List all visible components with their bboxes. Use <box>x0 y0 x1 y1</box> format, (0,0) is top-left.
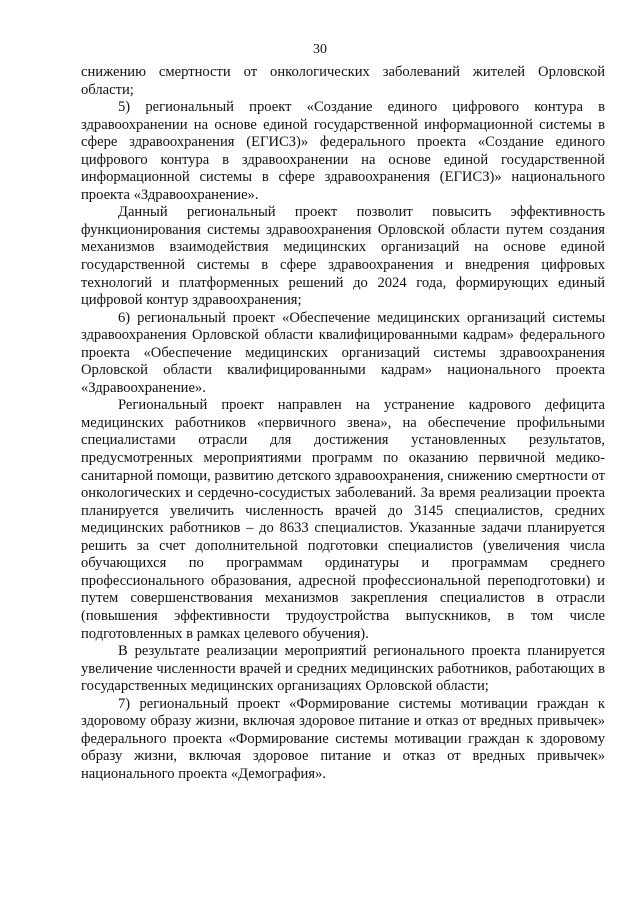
paragraph-7: 7) региональный проект «Формирование системы мотивации граждан к здоровому образу жизни, включая здоровое питание и отказ от вредных привычек» федерального проекта «Формирование системы мотивации граждан к здоровому образу жизни, включая здоровое питание и отказ от вредных привычек» национального проекта «Демография». <box>81 695 605 782</box>
paragraph-1: снижению смертности от онкологических заболеваний жителей Орловской области; <box>81 64 605 98</box>
paragraph-4: 6) региональный проект «Обеспечение медицинских организаций системы здравоохранения Орловской области квалифицированными кадрам» федерального проекта «Обеспечение медицинских организаций системы здравоохранения Орловской области квалифицированными кадрам» национального проекта «Здравоохранение». <box>81 309 605 396</box>
paragraph-5: Региональный проект направлен на устранение кадрового дефицита медицинских работников «первичного звена», на обеспечение профильными специалистами отрасли для достижения установленных результатов, предусмотренных мероприятиями программ по оказанию первичной медико-санитарной помощи, развитию детского здравоохранения, снижению смертности от онкологических и сердечно-сосудистых заболеваний. За время реализации проекта планируется увеличить численность врачей до 3145 специалистов, средних медицинских работников – до 8633 специалистов. Указанные задачи планируется решить за счет дополнительной подготовки специалистов (увеличения числа обучающихся по программам ординатуры и программам среднего профессионального образования, адресной профессиональной переподготовки) и путем совершенствования механизмов закрепления специалистов в отрасли (повышения эффективности трудоустройства выпускников, в том числе подготовленных в рамках целевого обучения). <box>81 397 605 642</box>
paragraph-3: Данный региональный проект позволит повысить эффективность функционирования системы здравоохранения Орловской области путем создания механизмов взаимодействия медицинских организаций на основе единой государственной системы в сфере здравоохранения и внедрения цифровых технологий и платформенных решений до 2024 года, формирующих единый цифровой контур здравоохранения; <box>81 204 605 309</box>
body-text <box>81 64 605 783</box>
paragraph-6: В результате реализации мероприятий регионального проекта планируется увеличение численности врачей и средних медицинских работников, работающих в государственных медицинских организациях Орловской области; <box>81 643 605 695</box>
page-number: 30 <box>313 42 327 57</box>
paragraph-2: 5) региональный проект «Создание единого цифрового контура в здравоохранении на основе единой государственной информационной системы в сфере здравоохранения (ЕГИСЗ)» федерального проекта «Создание единого цифрового контура в здравоохранении на основе единой государственной информационной системы в сфере здравоохранения (ЕГИСЗ)» национального проекта «Здравоохранение». <box>81 99 605 203</box>
